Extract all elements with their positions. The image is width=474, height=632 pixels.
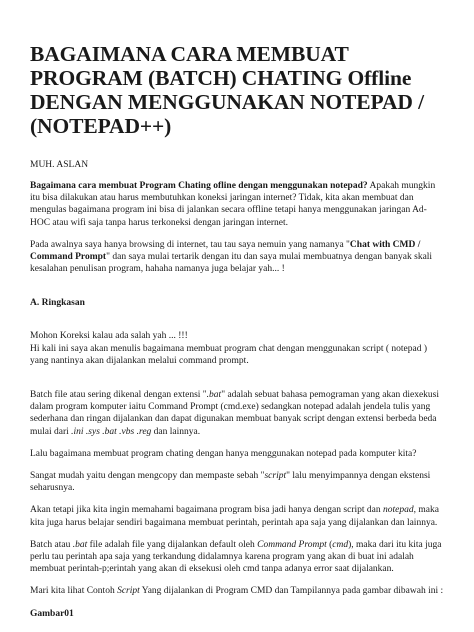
chat-with-cmd-term: Chat with CMD / Command Prompt [30, 239, 421, 263]
easy-text-a: Sangat mudah yaitu dengan mengcopy dan mempaste sebah " [30, 471, 265, 482]
script-term: script [264, 471, 287, 482]
paragraph-understand [30, 504, 444, 528]
background-text-a: Pada awalnya saya hanya browsing di internet, tau tau saya nemuin yang namanya " [30, 239, 350, 250]
script-term-2: Script [117, 586, 140, 597]
paragraph-easy [30, 470, 444, 494]
understand-text-a: Akan tetapi jika kita ingin memahami bagaimana program bisa jadi hanya dengan script dan [30, 505, 383, 516]
default-text-c: ( [326, 539, 333, 550]
greeting-line-2: Hi kali ini saya akan menulis bagaimana membuat program chat dengan menggunakan script ( notepad ) yang nantinya akan dijalankan melalui command prompt. [30, 343, 428, 366]
paragraph-batch-default [30, 539, 444, 576]
batch-text-b: " adalah sebuat bahasa pemograman yang akan diexekusi dalam program komputer iaitu Command Prompt (cmd.exe) sedangkan notepad adalah jendela tulis yang sederhana dan ringan dijalankan dan dapat digunakan membuat banyak script dengan extensi berbeda beda mulai dari [30, 390, 439, 437]
extensions-list: .ini .sys .bat .vbs .reg [71, 426, 152, 437]
ext-bat-term: .bat [206, 390, 222, 401]
paragraph-greeting [30, 330, 444, 367]
gambar-label: Gambar01 [30, 608, 74, 619]
batch-text-c: dan lainnya. [151, 426, 201, 437]
document-title: BAGAIMANA CARA MEMBUAT PROGRAM (BATCH) CHATING Offline DENGAN MENGGUNAKAN NOTEPAD / (NOTEPAD++) [30, 42, 424, 138]
paragraph-background [30, 239, 444, 276]
batch-text-a: Batch file atau sering dikenal dengan extensi " [30, 390, 207, 401]
bat-term: .bat [72, 539, 88, 550]
paragraph-intro [30, 180, 444, 229]
section-heading-ringkasan: A. Ringkasan [30, 298, 85, 309]
intro-text: Apakah mungkin itu bisa dilakukan atau harus membutuhkan koneksi jaringan internet? Tidak, kita akan membuat dan mengulas bagaimana program ini bisa di jalankan secara offline tetapi hanya menggunakan jaringan Ad-HOC atau wifi saja tanpa harus terkoneksi dengan jaringan internet. [30, 181, 436, 228]
example-text-a: Mari kita lihat Contoh [30, 586, 118, 597]
easy-text-b: " lalu menyimpannya dengan ekstensi seharusnya. [30, 471, 431, 494]
greeting-line-1: Mohon Koreksi kalau ada salah yah ... !!! [30, 331, 188, 342]
intro-question: Bagaimana cara membuat Program Chating ofline dengan menggunakan notepad? [30, 181, 368, 191]
default-text-b: file adalah file yang dijalankan default oleh [87, 539, 258, 550]
understand-text-b: , maka kita juga harus belajar sendiri bagaimana membuat perintah, perintah apa saja yang dijalankan dan lainnya. [30, 505, 439, 528]
cmd-term: cmd [332, 539, 349, 550]
default-text-d: ), maka dari itu kita juga perlu tau perintah apa saja yang terkandung didalamnya karena program yang akan di buat ini adalah membuat perintah-p;erintah yang akan di eksekusi oleh cmd tanpa adanya error saat dijalankan. [30, 539, 442, 575]
example-text-b: Yang dijalankan di Program CMD dan Tampilannya pada gambar dibawah ini : [139, 586, 444, 597]
paragraph-batch-file [30, 389, 444, 438]
figure-label [30, 608, 444, 620]
notepad-term: notepad [382, 505, 414, 516]
paragraph-question: Lalu bagaimana membuat program chating dengan hanya menggunakan notepad pada komputer kita? [30, 448, 417, 459]
paragraph-example [30, 585, 444, 597]
command-prompt-term: Command Prompt [257, 539, 327, 550]
author-name: MUH. ASLAN [30, 160, 89, 170]
background-text-b: " dan saya mulai tertarik dengan itu dan saya mulai membuatnya dengan banyak skali kesalahan penulisan program, hahaha namanya juga belajar yah... ! [30, 252, 433, 275]
default-text-a: Batch atau [30, 539, 73, 550]
